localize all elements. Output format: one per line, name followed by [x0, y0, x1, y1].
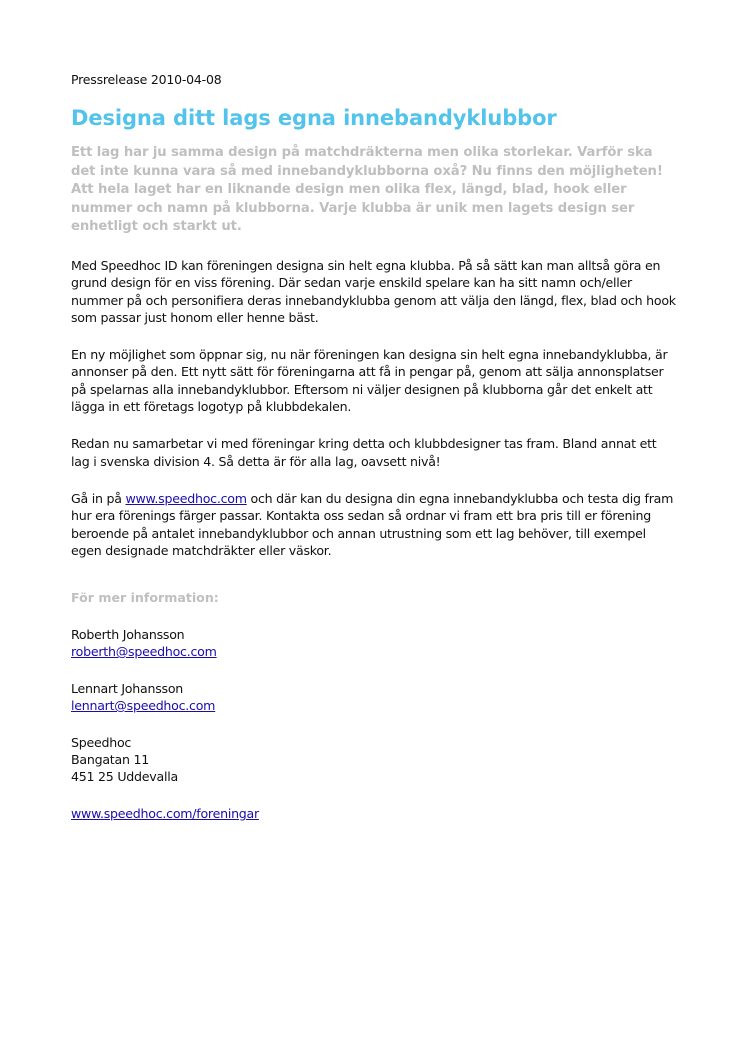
contact-roberth: [71, 626, 676, 660]
contact-lennart: [71, 680, 676, 714]
cta-prefix: Gå in på: [71, 490, 126, 506]
cta-suffix: och där kan du designa din egna innebandyklubba och testa dig fram hur era förenings färger passar. Kontakta oss sedan så ordnar vi fram ett bra pris till er förening beroende på antalet innebandyklubbor och annan utrustning som ett lag behöver, till exempel egen designade matchdräkter eller väskor.: [71, 490, 674, 558]
contact-name: Lennart Johansson: [71, 681, 184, 697]
company-name: Speedhoc: [71, 735, 132, 751]
company-address: [71, 734, 676, 785]
body-paragraph-1: Med Speedhoc ID kan föreningen designa sin helt egna klubba. På så sätt kan man alltså göra en grund design för en viss förening. Där sedan varje enskild spelare kan ha sitt namn och/eller nummer på och personifiera deras innebandyklubba genom att välja den längd, flex, blad och hook som passar just honom eller henne bäst.: [71, 257, 676, 325]
headline: Designa ditt lags egna innebandyklubbor: [71, 106, 557, 130]
dateline: Pressrelease 2010-04-08: [71, 72, 222, 87]
website-link[interactable]: www.speedhoc.com: [125, 490, 247, 506]
body-paragraph-3: Redan nu samarbetar vi med föreningar kring detta och klubbdesigner tas fram. Bland annat ett lag i svenska division 4. Så detta är för alla lag, oavsett nivå!: [71, 436, 657, 469]
company-street: Bangatan 11: [71, 752, 149, 768]
call-to-action-paragraph: [71, 490, 676, 559]
contact-name: Roberth Johansson: [71, 627, 185, 643]
contact-email-link[interactable]: lennart@speedhoc.com: [71, 698, 216, 714]
info-heading: För mer information:: [71, 590, 219, 606]
body-paragraph-2: En ny möjlighet som öppnar sig, nu när föreningen kan designa sin helt egna innebandyklubba, är annonser på den. Ett nytt sätt för föreningarna att få in pengar på, genom att sälja annonsplatser på spelarnas alla innebandyklubbor. Eftersom ni väljer designen på klubborna går det enkelt att lägga in ett företags logotyp på klubbdekalen.: [71, 347, 668, 415]
contact-email-link[interactable]: roberth@speedhoc.com: [71, 644, 217, 660]
lead-paragraph: Ett lag har ju samma design på matchdräkterna men olika storlekar. Varför ska det inte kunna vara så med innebandyklubborna oxå? Nu finns den möjligheten! Att hela laget har en liknande design men olika flex, längd, blad, hook eller nummer och namn på klubborna. Varje klubba är unik men lagets design ser enhetligt och starkt ut.: [71, 145, 663, 235]
footer-link-block: [71, 805, 676, 822]
company-city: 451 25 Uddevalla: [71, 769, 178, 785]
foreningar-link[interactable]: www.speedhoc.com/foreningar: [71, 806, 259, 822]
